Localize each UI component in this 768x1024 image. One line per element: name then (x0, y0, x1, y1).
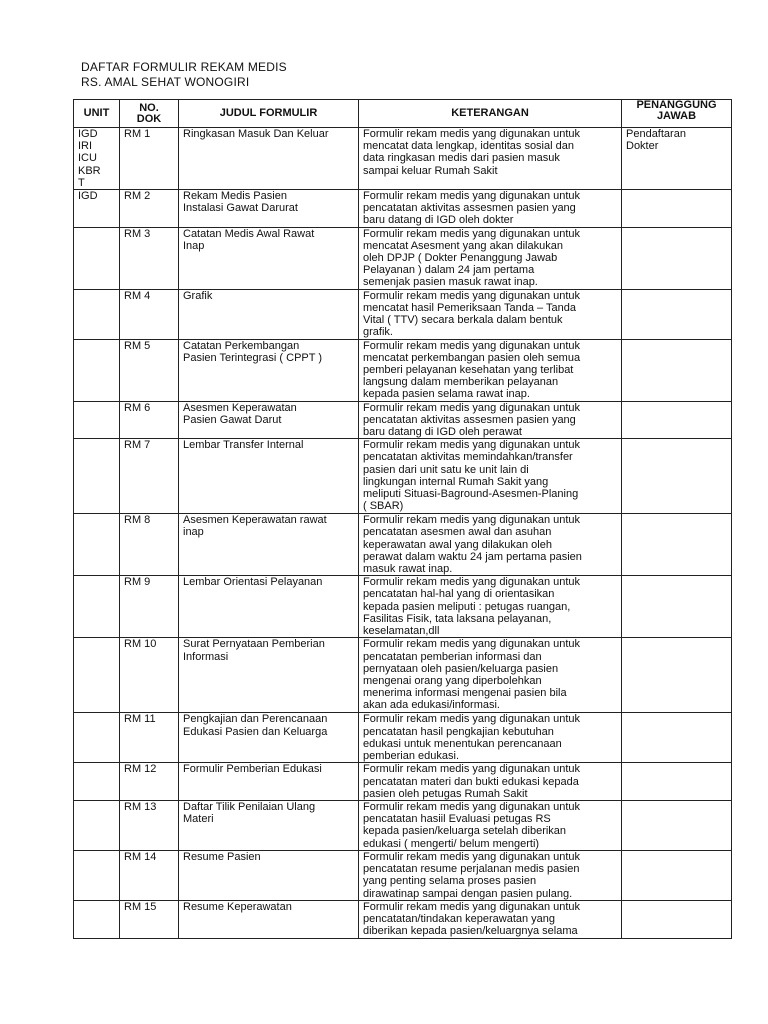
cell-keterangan-line: semenjak pasien masuk rawat inap. (363, 276, 538, 289)
cell-unit (74, 289, 120, 339)
column-header-no-line1: NO. (139, 101, 159, 114)
cell-unit (74, 227, 120, 289)
cell-unit-line: T (78, 176, 85, 189)
table-body (74, 128, 732, 939)
cell-no-dok: RM 10 (120, 638, 179, 713)
forms-table (73, 99, 732, 939)
cell-keterangan-line: pencatatan hasiil Evaluasi petugas RS (363, 813, 551, 826)
cell-keterangan-line: Formulir rekam medis yang digunakan untuk (363, 439, 581, 452)
document-title: DAFTAR FORMULIR REKAM MEDIS (81, 60, 287, 74)
cell-unit-line: KBR (78, 164, 101, 177)
cell-judul (179, 713, 359, 763)
cell-penanggung-jawab (622, 800, 732, 850)
cell-judul-line: Edukasi Pasien dan Keluarga (183, 725, 328, 738)
cell-keterangan-line: perawat dalam waktu 24 jam pertama pasien (363, 550, 582, 563)
cell-keterangan (359, 800, 622, 850)
cell-keterangan-line: pencatatan/tindakan keperawatan yang (363, 913, 556, 926)
cell-judul-line: Resume Keperawatan (183, 900, 292, 913)
cell-penanggung-jawab (622, 850, 732, 900)
cell-no-dok: RM 4 (120, 289, 179, 339)
column-header-keterangan: KETERANGAN (359, 100, 622, 128)
column-header-no-line2: DOK (136, 112, 162, 125)
cell-keterangan-line: menerima informasi mengenai pasien bila (363, 687, 567, 700)
document-header (81, 60, 287, 90)
cell-penanggung-jawab (622, 128, 732, 190)
cell-keterangan-line: mencatat perkembangan pasien oleh semua (363, 351, 581, 364)
column-header-judul: JUDUL FORMULIR (179, 100, 359, 128)
cell-judul-line: Lembar Orientasi Pelayanan (183, 576, 323, 589)
cell-unit-line: ICU (78, 152, 97, 165)
cell-penanggung-jawab (622, 638, 732, 713)
cell-unit (74, 514, 120, 576)
cell-judul-line: Resume Pasien (183, 850, 261, 863)
cell-keterangan (359, 227, 622, 289)
cell-keterangan (359, 514, 622, 576)
table-row (74, 900, 732, 938)
cell-keterangan-line: edukasi ( mengerti/ belum mengerti) (363, 837, 540, 850)
cell-keterangan-line: lingkungan internal Rumah Sakit yang (363, 475, 549, 488)
cell-keterangan-line: Formulir rekam medis yang digunakan untuk (363, 900, 581, 913)
cell-unit (74, 339, 120, 401)
cell-keterangan-line: pasien oleh petugas Rumah Sakit (363, 787, 528, 800)
column-header-unit: UNIT (74, 100, 120, 128)
table-row (74, 128, 732, 190)
cell-no-dok: RM 6 (120, 401, 179, 439)
cell-judul-line: Grafik (183, 289, 213, 302)
cell-keterangan-line: Formulir rekam medis yang digunakan untuk (363, 514, 581, 527)
cell-penanggung-jawab (622, 190, 732, 228)
cell-unit-line: IGD (78, 128, 98, 140)
cell-keterangan-line: Formulir rekam medis yang digunakan untuk (363, 576, 581, 589)
cell-no-dok: RM 7 (120, 439, 179, 514)
cell-penanggung-jawab-line: Pendaftaran (626, 128, 686, 140)
cell-keterangan-line: pencatatan resume perjalanan medis pasien (363, 863, 580, 876)
cell-penanggung-jawab (622, 289, 732, 339)
cell-judul-line: Pasien Terintegrasi ( CPPT ) (183, 351, 322, 364)
table-row (74, 576, 732, 638)
cell-keterangan (359, 401, 622, 439)
cell-keterangan (359, 850, 622, 900)
cell-no-dok: RM 5 (120, 339, 179, 401)
cell-keterangan-line: meliputi Situasi-Baground-Asesmen-Planing (363, 488, 579, 501)
cell-keterangan-line: pencatatan aktivitas assesmen pasien yang (363, 202, 576, 215)
cell-no-dok: RM 3 (120, 227, 179, 289)
cell-judul (179, 800, 359, 850)
cell-judul-line: Formulir Pemberian Edukasi (183, 763, 322, 776)
cell-keterangan-line: mencatat data lengkap, identitas sosial dan (363, 140, 574, 153)
cell-keterangan (359, 763, 622, 801)
cell-keterangan-line: kepada pasien/keluarga setelah diberikan (363, 825, 567, 838)
cell-keterangan-line: pencatatan asesmen awal dan asuhan (363, 526, 552, 539)
cell-unit (74, 190, 120, 228)
cell-penanggung-jawab (622, 227, 732, 289)
table-row (74, 439, 732, 514)
hospital-name: RS. AMAL SEHAT WONOGIRI (81, 75, 250, 89)
cell-judul-line: Informasi (183, 650, 229, 663)
cell-keterangan-line: Formulir rekam medis yang digunakan untuk (363, 190, 581, 203)
cell-no-dok: RM 11 (120, 713, 179, 763)
table-row (74, 289, 732, 339)
cell-keterangan-line: Vital ( TTV) secara berkala dalam bentuk (363, 314, 563, 327)
cell-judul-line: Asesmen Keperawatan rawat (183, 514, 327, 527)
cell-judul (179, 576, 359, 638)
cell-keterangan-line: pasien dari unit satu ke unit lain di (363, 463, 529, 476)
cell-keterangan-line: keperawatan awal yang dilakukan oleh (363, 538, 552, 551)
cell-keterangan-line: Formulir rekam medis yang digunakan untuk (363, 227, 581, 240)
cell-judul-line: Lembar Transfer Internal (183, 439, 304, 452)
cell-judul-line: Daftar Tilik Penilaian Ulang (183, 800, 316, 813)
cell-keterangan-line: pencatatan pemberian informasi dan (363, 650, 542, 663)
cell-keterangan (359, 128, 622, 190)
cell-keterangan-line: Fasilitas Fisik, tata laksana pelayanan, (363, 612, 552, 625)
cell-unit (74, 850, 120, 900)
cell-no-dok: RM 14 (120, 850, 179, 900)
cell-keterangan (359, 289, 622, 339)
cell-judul-line: Catatan Perkembangan (183, 339, 300, 352)
cell-no-dok: RM 2 (120, 190, 179, 228)
cell-keterangan-line: Formulir rekam medis yang digunakan untuk (363, 128, 581, 140)
cell-keterangan-line: Formulir rekam medis yang digunakan untuk (363, 339, 581, 352)
cell-unit (74, 763, 120, 801)
cell-keterangan-line: mengenai orang yang diperbolehkan (363, 674, 542, 687)
cell-keterangan-line: edukasi untuk menentukan perencanaan (363, 737, 562, 750)
cell-keterangan-line: Formulir rekam medis yang digunakan untuk (363, 713, 581, 726)
cell-judul (179, 763, 359, 801)
cell-unit (74, 401, 120, 439)
cell-keterangan-line: Formulir rekam medis yang digunakan untuk (363, 401, 581, 414)
table-row (74, 850, 732, 900)
cell-no-dok: RM 9 (120, 576, 179, 638)
cell-judul (179, 227, 359, 289)
cell-judul-line: Materi (183, 813, 214, 826)
cell-penanggung-jawab (622, 576, 732, 638)
cell-judul-line: Inap (183, 239, 205, 252)
cell-judul-line: Catatan Medis Awal Rawat (183, 227, 315, 240)
cell-keterangan-line: mencatat hasil Pemeriksaan Tanda – Tanda (363, 301, 577, 314)
cell-judul (179, 339, 359, 401)
table-row (74, 638, 732, 713)
cell-keterangan-line: kepada pasien selama rawat inap. (363, 388, 530, 401)
cell-no-dok: RM 13 (120, 800, 179, 850)
cell-keterangan-line: Formulir rekam medis yang digunakan untuk (363, 763, 581, 776)
cell-penanggung-jawab (622, 514, 732, 576)
cell-judul (179, 514, 359, 576)
cell-no-dok: RM 1 (120, 128, 179, 190)
cell-judul-line: Ringkasan Masuk Dan Keluar (183, 128, 329, 140)
cell-judul-line: Rekam Medis Pasien (183, 190, 287, 203)
cell-keterangan-line: diberikan kepada pasien/keluargnya selama (363, 925, 578, 938)
table-row (74, 514, 732, 576)
cell-unit (74, 576, 120, 638)
table-header-row (74, 100, 732, 128)
cell-penanggung-jawab (622, 401, 732, 439)
cell-unit (74, 900, 120, 938)
column-header-pj-line2: JAWAB (656, 110, 697, 122)
cell-judul-line: Pasien Gawat Darut (183, 413, 282, 426)
cell-keterangan-line: Formulir rekam medis yang digunakan untuk (363, 850, 581, 863)
table-row (74, 401, 732, 439)
cell-keterangan-line: pencatatan hasil pengkajian kebutuhan (363, 725, 554, 738)
table-row (74, 227, 732, 289)
cell-penanggung-jawab-line: Dokter (626, 140, 659, 153)
cell-keterangan-line: akan ada edukasi/informasi. (363, 699, 500, 712)
cell-keterangan-line: sampai keluar Rumah Sakit (363, 164, 498, 177)
table-row (74, 713, 732, 763)
cell-keterangan-line: Pelayanan ) dalam 24 jam pertama (363, 264, 535, 277)
column-header-no-dok (120, 100, 179, 128)
cell-judul-line: Pengkajian dan Perencanaan (183, 713, 328, 726)
cell-penanggung-jawab (622, 713, 732, 763)
cell-keterangan-line: pencatatan hal-hal yang di orientasikan (363, 588, 555, 601)
cell-keterangan-line: Formulir rekam medis yang digunakan untuk (363, 638, 581, 651)
cell-keterangan-line: pencatatan materi dan bukti edukasi kepada (363, 775, 579, 788)
cell-keterangan (359, 439, 622, 514)
cell-penanggung-jawab (622, 900, 732, 938)
cell-keterangan-line: kepada pasien meliputi : petugas ruangan, (363, 600, 571, 613)
cell-judul (179, 128, 359, 190)
cell-keterangan-line: pencatatan aktivitas assesmen pasien yang (363, 413, 576, 426)
cell-keterangan (359, 638, 622, 713)
cell-penanggung-jawab (622, 339, 732, 401)
cell-unit (74, 713, 120, 763)
cell-keterangan-line: data ringkasan medis dari pasien masuk (363, 152, 560, 165)
cell-unit (74, 128, 120, 190)
cell-keterangan-line: keselamatan,dll (363, 625, 440, 638)
cell-keterangan-line: pemberi pelayanan kesehatan yang terlibat (363, 364, 574, 377)
cell-keterangan-line: grafik. (363, 326, 393, 339)
cell-judul-line: Asesmen Keperawatan (183, 401, 297, 414)
cell-judul (179, 401, 359, 439)
column-header-penanggung-jawab (622, 100, 732, 128)
cell-keterangan-line: Formulir rekam medis yang digunakan untuk (363, 800, 581, 813)
cell-no-dok: RM 12 (120, 763, 179, 801)
cell-unit-line: IRI (78, 140, 93, 153)
cell-judul-line: Surat Pernyataan Pemberian (183, 638, 325, 651)
cell-keterangan (359, 713, 622, 763)
cell-keterangan-line: pencatatan aktivitas memindahkan/transfer (363, 451, 573, 464)
cell-penanggung-jawab (622, 763, 732, 801)
cell-judul (179, 638, 359, 713)
column-header-pj-line1: PENANGGUNG (636, 99, 717, 111)
cell-keterangan-line: dirawatinap sampai dengan pasien pulang. (363, 887, 573, 900)
cell-judul (179, 289, 359, 339)
cell-unit-line: IGD (78, 190, 98, 203)
table-row (74, 190, 732, 228)
cell-keterangan-line: mencatat Asesment yang akan dilakukan (363, 239, 563, 252)
cell-keterangan (359, 339, 622, 401)
cell-keterangan (359, 900, 622, 938)
cell-keterangan-line: ( SBAR) (363, 500, 404, 513)
cell-keterangan-line: baru datang di IGD oleh perawat (363, 426, 522, 439)
cell-keterangan-line: baru datang di IGD oleh dokter (363, 214, 514, 227)
table-row (74, 800, 732, 850)
cell-keterangan-line: pemberian edukasi. (363, 749, 460, 762)
cell-keterangan-line: langsung dalam memberikan pelayanan (363, 376, 559, 389)
cell-keterangan-line: pernyataan oleh pasien/keluarga pasien (363, 662, 559, 675)
cell-keterangan-line: masuk rawat inap. (363, 563, 453, 576)
cell-unit (74, 800, 120, 850)
cell-penanggung-jawab (622, 439, 732, 514)
cell-no-dok: RM 15 (120, 900, 179, 938)
cell-judul (179, 190, 359, 228)
table-row (74, 339, 732, 401)
cell-unit (74, 439, 120, 514)
cell-judul (179, 850, 359, 900)
cell-unit (74, 638, 120, 713)
table-row (74, 763, 732, 801)
cell-judul (179, 439, 359, 514)
cell-keterangan (359, 190, 622, 228)
cell-keterangan-line: Formulir rekam medis yang digunakan untuk (363, 289, 581, 302)
cell-no-dok: RM 8 (120, 514, 179, 576)
cell-keterangan-line: yang penting selama proses pasien (363, 875, 537, 888)
cell-keterangan (359, 576, 622, 638)
cell-judul (179, 900, 359, 938)
cell-judul-line: Instalasi Gawat Darurat (183, 202, 298, 215)
cell-keterangan-line: oleh DPJP ( Dokter Penanggung Jawab (363, 252, 558, 265)
cell-judul-line: inap (183, 526, 204, 539)
